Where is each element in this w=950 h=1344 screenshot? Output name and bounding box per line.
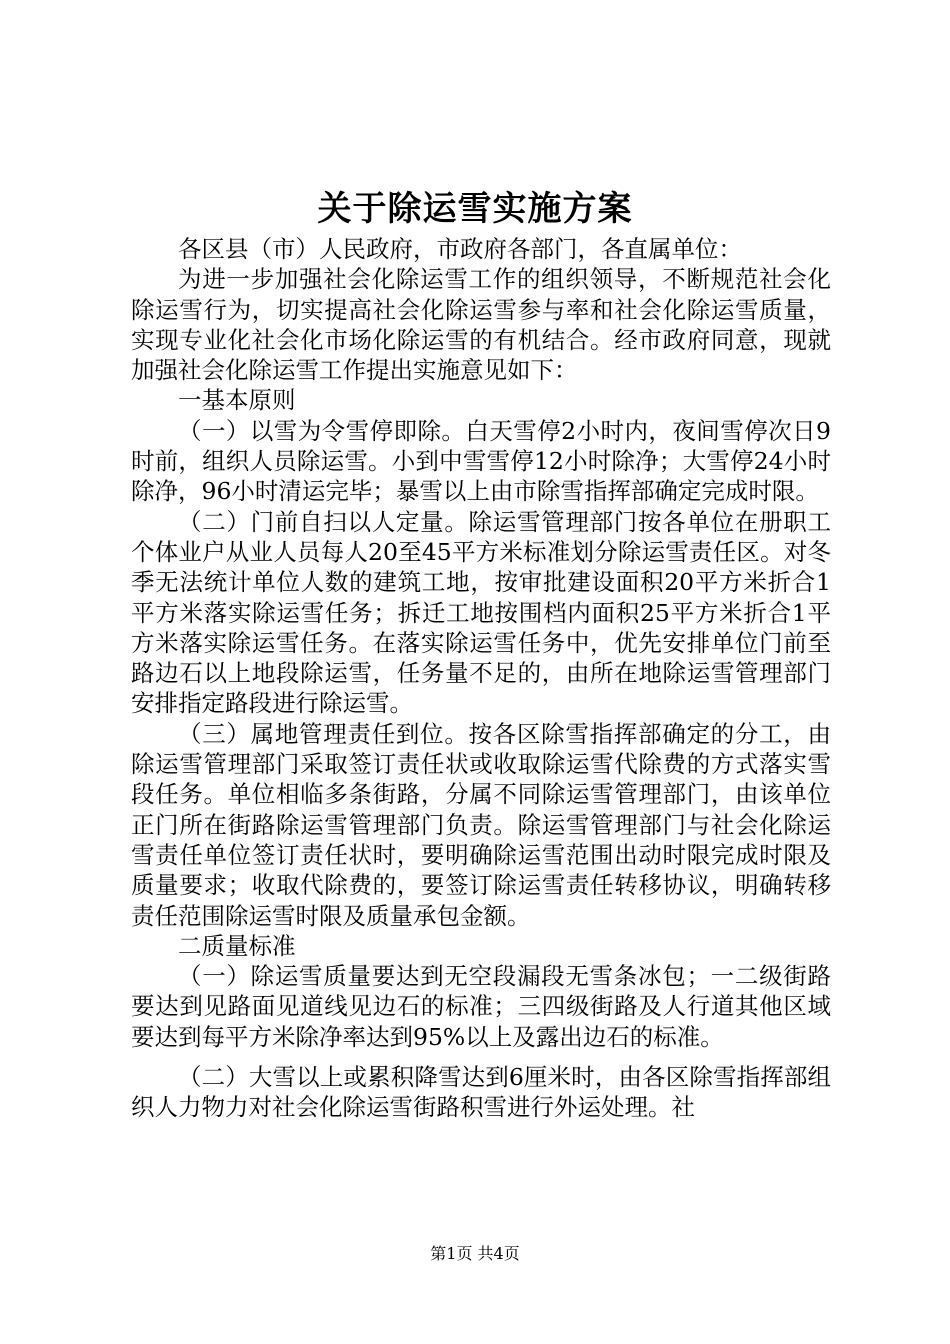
principle-paragraph-1: （一）以雪为令雪停即除。白天雪停2小时内，夜间雪停次日9时前，组织人员除运雪。小到中雪雪停12小时除净；大雪停24小时除净，96小时清运完毕；暴雪以上由市除雪指挥部确定完成时限。 [131, 416, 831, 506]
section-heading-1: 一基本原则 [178, 386, 296, 415]
intro-paragraph: 为进一步加强社会化除运雪工作的组织领导，不断规范社会化除运雪行为，切实提高社会化除运雪参与率和社会化除运雪质量，实现专业化社会化市场化除运雪的有机结合。经市政府同意，现就加强社会化除运雪工作提出实施意见如下： [131, 265, 831, 385]
salutation-paragraph: 各区县（市）人民政府，市政府各部门，各直属单位： [178, 235, 742, 263]
standard-paragraph-1: （一）除运雪质量要达到无空段漏段无雪条冰包；一二级街路要达到见路面见道线见边石的标准；三四级街路及人行道其他区域要达到每平方米除净率达到95%以上及露出边石的标准。 [131, 962, 831, 1051]
principle-paragraph-2: （二）门前自扫以人定量。除运雪管理部门按各单位在册职工个体业户从业人员每人20至45平方米标准划分除运雪责任区。对冬季无法统计单位人数的建筑工地，按审批建设面积20平方米折合1平方米落实除运雪任务；拆迁工地按围档内面积25平方米折合1平方米落实除运雪任务。在落实除运雪任务中，优先安排单位门前至路边石以上地段除运雪，任务量不足的，由所在地除运雪管理部门安排指定路段进行除运雪。 [131, 507, 831, 718]
section-heading-2: 二质量标准 [178, 931, 296, 960]
principle-paragraph-3: （三）属地管理责任到位。按各区除雪指挥部确定的分工，由除运雪管理部门采取签订责任状或收取除运雪代除费的方式落实雪段任务。单位相临多条街路，分属不同除运雪管理部门，由该单位正门所在街路除运雪管理部门负责。除运雪管理部门与社会化除运雪责任单位签订责任状时，要明确除运雪范围出动时限完成时限及质量要求；收取代除费的，要签订除运雪责任转移协议，明确转移责任范围除运雪时限及质量承包金额。 [131, 719, 831, 930]
page-title: 关于除运雪实施方案 [317, 189, 633, 229]
document-body [131, 234, 831, 1123]
standard-paragraph-2: （二）大雪以上或累积降雪达到6厘米时，由各区除雪指挥部组织人力物力对社会化除运雪街路积雪进行外运处理。社 [131, 1063, 831, 1122]
page-footer: 第1页 共4页 [430, 1244, 520, 1263]
